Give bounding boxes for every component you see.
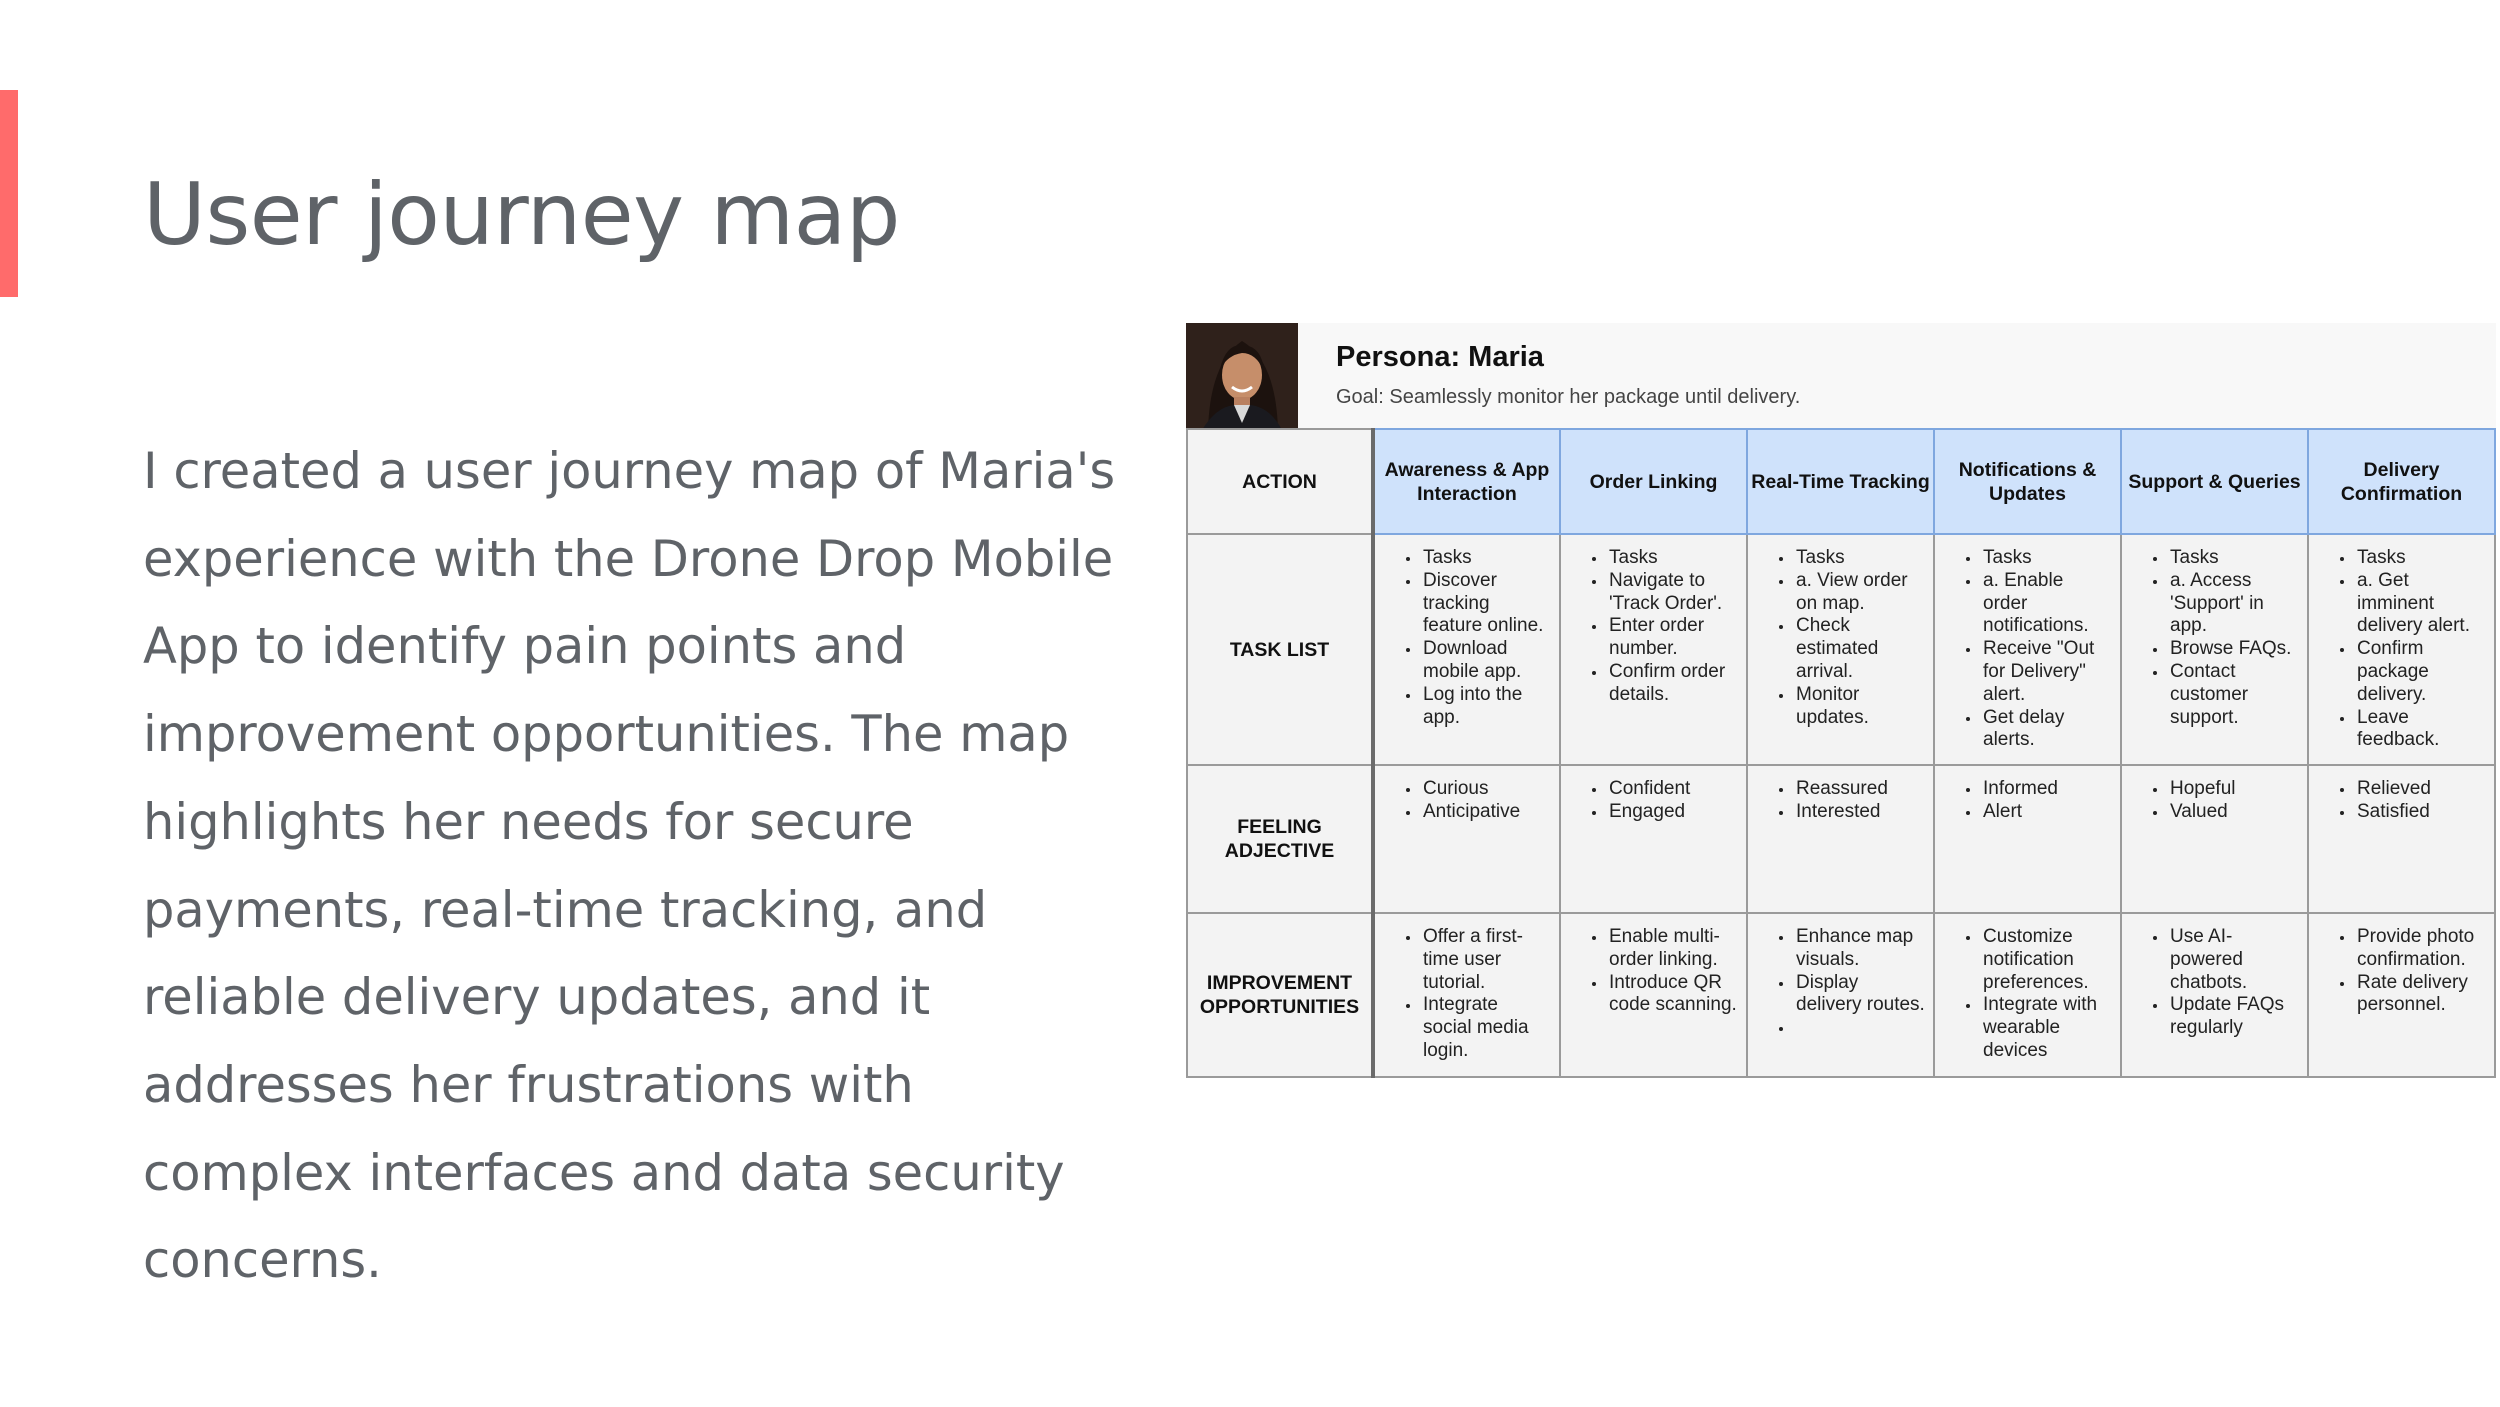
list-item: • Interested [1794, 801, 1925, 824]
list-item: • Tasks [1421, 547, 1551, 570]
list-item: • Offer a first-time user tutorial. [1421, 926, 1551, 994]
task-cell [1560, 534, 1747, 765]
list-item: • Enter order number. [1607, 615, 1738, 661]
list-item: • Browse FAQs. [2168, 638, 2299, 661]
list-item: • Enable multi-order linking. [1607, 926, 1738, 972]
row-label-feeling: FEELING ADJECTIVE [1187, 765, 1373, 913]
list-item [1794, 1017, 1925, 1040]
list-item: • Introduce QR code scanning. [1607, 972, 1738, 1018]
list-item: • Log into the app. [1421, 684, 1551, 730]
stage-header: Delivery Confirmation [2308, 429, 2495, 534]
list-item: • Tasks [2168, 547, 2299, 570]
stage-header: Notifications & Updates [1934, 429, 2121, 534]
row-label-task-list: TASK LIST [1187, 534, 1373, 765]
improvement-cell [1934, 913, 2121, 1077]
action-row [1187, 429, 2495, 534]
list-item: • Alert [1981, 801, 2112, 824]
list-item: • Confirm package delivery. [2355, 638, 2486, 706]
persona-photo [1186, 323, 1298, 430]
row-label-action: ACTION [1187, 429, 1373, 534]
list-item: • Confident [1607, 778, 1738, 801]
accent-bar [0, 90, 18, 297]
task-cell [2308, 534, 2495, 765]
task-cell [1747, 534, 1934, 765]
list-item: • Informed [1981, 778, 2112, 801]
improvement-row [1187, 913, 2495, 1077]
list-item: • Get delay alerts. [1981, 707, 2112, 753]
list-item: • Check estimated arrival. [1794, 615, 1925, 683]
list-item: • Tasks [1794, 547, 1925, 570]
list-item: • Relieved [2355, 778, 2486, 801]
feeling-cell [1747, 765, 1934, 913]
list-item: • Contact customer support. [2168, 661, 2299, 729]
list-item: • Update FAQs regularly [2168, 994, 2299, 1040]
stage-header: Awareness & App Interaction [1373, 429, 1560, 534]
improvement-cell [2308, 913, 2495, 1077]
improvement-cell [1747, 913, 1934, 1077]
list-item: • Rate delivery personnel. [2355, 972, 2486, 1018]
list-item: • Valued [2168, 801, 2299, 824]
list-item: • Provide photo confirmation. [2355, 926, 2486, 972]
feeling-cell [2308, 765, 2495, 913]
list-item: • Integrate with wearable devices [1981, 994, 2112, 1062]
page-title: User journey map [143, 165, 900, 265]
task-cell [1373, 534, 1560, 765]
description-text: I created a user journey map of Maria's experience with the Drone Drop Mobile App to identify pain points and improvement opportunities. The map highlights her needs for secure payments, real-time tracking, and reliable delivery updates, and it addresses her frustrations with complex interfaces and data security concerns. [143, 442, 1116, 1290]
list-item: • Reassured [1794, 778, 1925, 801]
improvement-cell [1373, 913, 1560, 1077]
task-cell [2121, 534, 2308, 765]
feeling-cell [2121, 765, 2308, 913]
list-item: • Anticipative [1421, 801, 1551, 824]
journey-map-table [1186, 428, 2496, 1078]
feeling-cell [1373, 765, 1560, 913]
task-cell [1934, 534, 2121, 765]
list-item: • Enhance map visuals. [1794, 926, 1925, 972]
journey-map-figure [1186, 323, 2496, 1078]
improvement-cell [2121, 913, 2308, 1077]
list-item: • Satisfied [2355, 801, 2486, 824]
list-item: • Confirm order details. [1607, 661, 1738, 707]
persona-name: Persona: Maria [1336, 341, 1544, 373]
list-item: • a. Enable order notifications. [1981, 570, 2112, 638]
list-item: • Display delivery routes. [1794, 972, 1925, 1018]
list-item: • Tasks [2355, 547, 2486, 570]
stage-header: Support & Queries [2121, 429, 2308, 534]
list-item: • Receive "Out for Delivery" alert. [1981, 638, 2112, 706]
list-item: • Leave feedback. [2355, 707, 2486, 753]
list-item: • Integrate social media login. [1421, 994, 1551, 1062]
list-item: • Curious [1421, 778, 1551, 801]
list-item: • Customize notification preferences. [1981, 926, 2112, 994]
feeling-cell [1934, 765, 2121, 913]
list-item: • Hopeful [2168, 778, 2299, 801]
list-item: • Monitor updates. [1794, 684, 1925, 730]
list-item: • Tasks [1607, 547, 1738, 570]
list-item: • a. Get imminent delivery alert. [2355, 570, 2486, 638]
improvement-cell [1560, 913, 1747, 1077]
list-item: • Download mobile app. [1421, 638, 1551, 684]
list-item: • a. View order on map. [1794, 570, 1925, 616]
list-item: • Navigate to 'Track Order'. [1607, 570, 1738, 616]
list-item: • Discover tracking feature online. [1421, 570, 1551, 638]
list-item: • Tasks [1981, 547, 2112, 570]
list-item: • Use AI-powered chatbots. [2168, 926, 2299, 994]
stage-header: Real-Time Tracking [1747, 429, 1934, 534]
feeling-row [1187, 765, 2495, 913]
stage-header: Order Linking [1560, 429, 1747, 534]
list-item: • Engaged [1607, 801, 1738, 824]
task-list-row [1187, 534, 2495, 765]
persona-goal: Goal: Seamlessly monitor her package until delivery. [1336, 386, 1801, 408]
feeling-cell [1560, 765, 1747, 913]
row-label-improvement: IMPROVEMENT OPPORTUNITIES [1187, 913, 1373, 1077]
list-item: • a. Access 'Support' in app. [2168, 570, 2299, 638]
